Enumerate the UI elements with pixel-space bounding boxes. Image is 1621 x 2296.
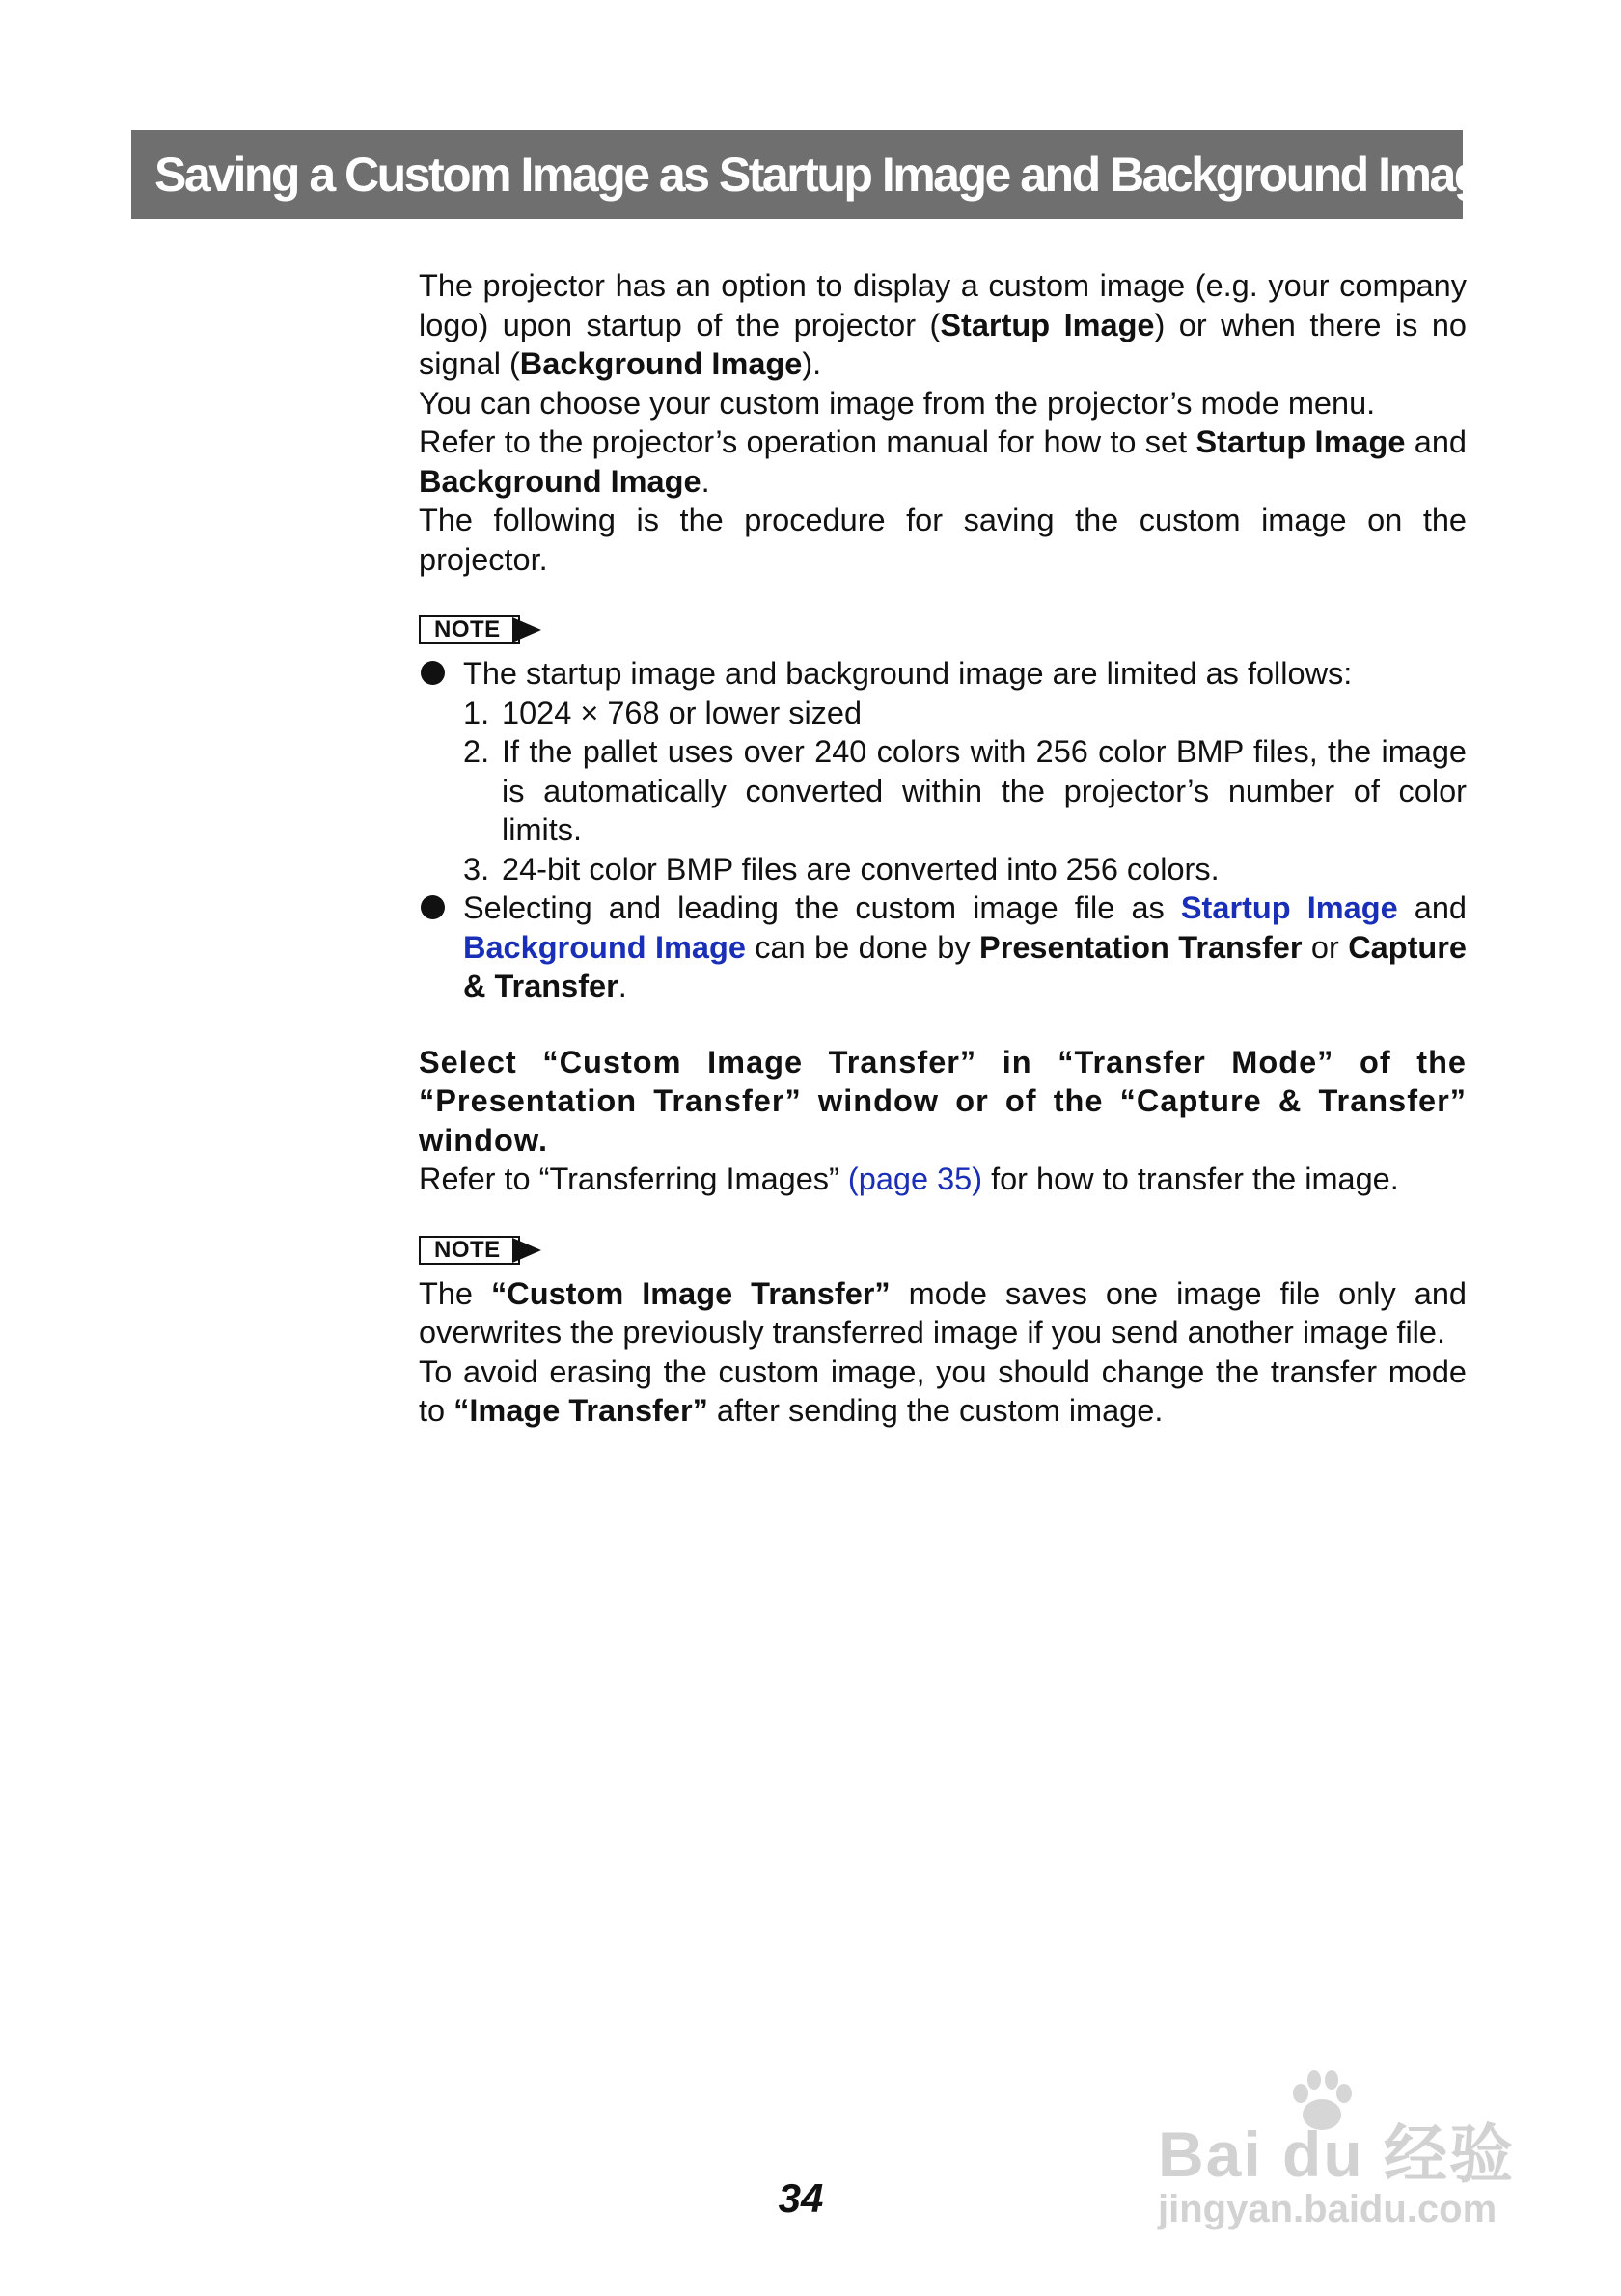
list-item: 2. If the pallet uses over 240 colors with 256 color BMP files, the image is automatically converted within the projector’s number of color limits. <box>463 734 1467 847</box>
refer-paragraph: Refer to “Transferring Images” (page 35) for how to transfer the image. <box>419 1162 1399 1196</box>
list-item: 3. 24-bit color BMP files are converted into 256 colors. <box>463 851 1220 887</box>
note-bullet-1: The startup image and background image are limited as follows: <box>419 654 1467 694</box>
section-title: Saving a Custom Image as Startup Image and Background Image <box>154 148 1506 202</box>
bullet-dot-icon <box>421 661 445 685</box>
intro-paragraph-3: Refer to the projector’s operation manual for how to set Startup Image and Background Image. <box>419 424 1467 499</box>
baidu-watermark <box>1158 2064 1544 2257</box>
note-marker-2 <box>419 1236 1467 1265</box>
page-35-link[interactable]: (page 35) <box>847 1162 983 1196</box>
instruction-step: Select “Custom Image Transfer” in “Transfer Mode” of the “Presentation Transfer” window or of the “Capture & Transfer” window. <box>419 1044 1467 1158</box>
note-label: NOTE <box>419 1236 520 1265</box>
note-arrow-icon <box>512 1238 541 1263</box>
section-title-bar <box>131 130 1506 219</box>
page-number: 34 <box>778 2175 824 2221</box>
intro-paragraph-4: The following is the procedure for saving the custom image on the projector. <box>419 503 1467 577</box>
background-image-link[interactable]: Background Image <box>463 929 746 965</box>
note2-paragraph-2: To avoid erasing the custom image, you should change the transfer mode to “Image Transfer” after sending the custom image. <box>419 1353 1467 1428</box>
note-marker-1 <box>419 615 1467 644</box>
intro-paragraph-2: You can choose your custom image from the projector’s mode menu. <box>419 385 1376 421</box>
note-label: NOTE <box>419 615 520 644</box>
note2-paragraph-1: The “Custom Image Transfer” mode saves one image file only and overwrites the previously transferred image if you send another image file. <box>419 1275 1467 1350</box>
bullet-dot-icon <box>421 895 445 919</box>
note-arrow-icon <box>512 617 541 642</box>
startup-image-link[interactable]: Startup Image <box>1180 890 1398 925</box>
watermark-logo: Bai du 经验 <box>1158 2118 1516 2190</box>
watermark-url: jingyan.baidu.com <box>1158 2188 1497 2230</box>
list-item: 1. 1024 × 768 or lower sized <box>463 695 863 730</box>
main-content <box>419 266 1467 1431</box>
intro-paragraph-1: The projector has an option to display a custom image (e.g. your company logo) upon startup of the projector (Startup Image) or when there is no signal (Background Image). <box>419 268 1467 381</box>
note-bullet-2: Selecting and leading the custom image file as Startup Image and Background Image can be done by Presentation Transfer or Capture & Transfer. <box>419 888 1467 1006</box>
